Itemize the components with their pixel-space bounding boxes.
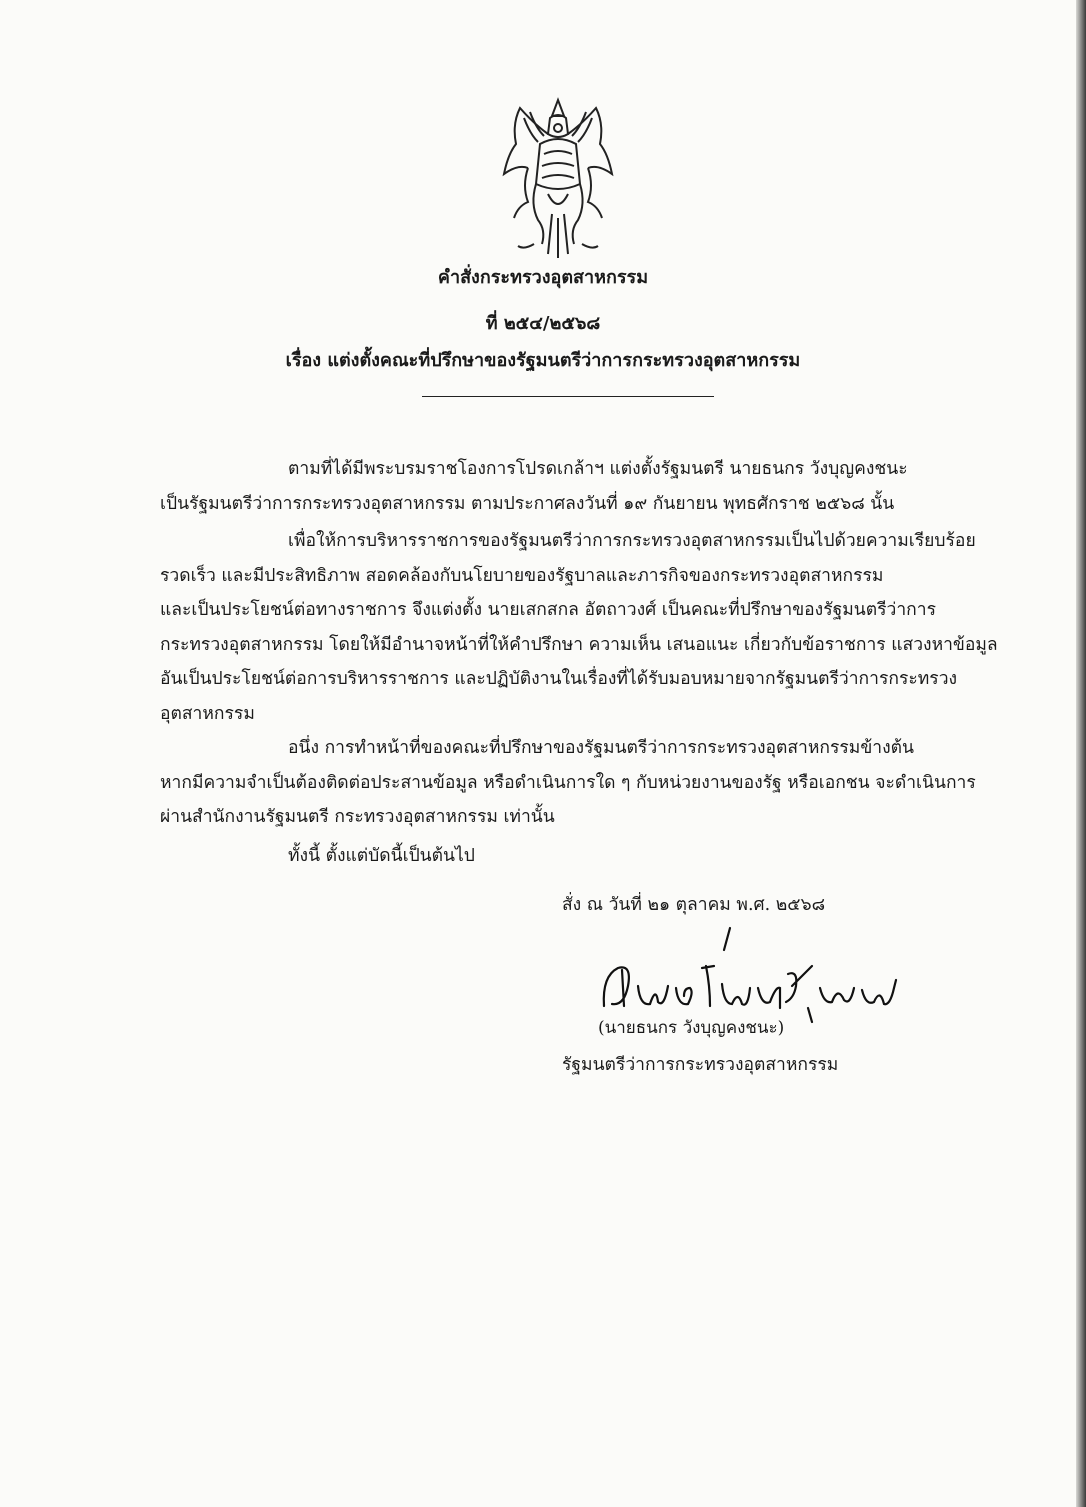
title-divider: [422, 396, 714, 397]
garuda-emblem-icon: [494, 94, 622, 262]
paragraph-line: ทั้งนี้ ตั้งแต่บัดนี้เป็นต้นไป: [288, 846, 475, 866]
signatory-position: รัฐมนตรีว่าการกระทรวงอุตสาหกรรม: [562, 1055, 839, 1075]
paragraph-line: อุตสาหกรรม: [160, 703, 255, 724]
paragraph-line: เป็นรัฐมนตรีว่าการกระทรวงอุตสาหกรรม ตามประกาศลงวันที่ ๑๙ กันยายน พุทธศักราช ๒๕๖๘ นั้น: [160, 493, 895, 514]
paragraph-line: ตามที่ได้มีพระบรมราชโองการโปรดเกล้าฯ แต่งตั้งรัฐมนตรี นายธนกร วังบุญคงชนะ: [288, 459, 908, 479]
scan-edge-shadow: [1076, 0, 1086, 1507]
paragraph-3: [160, 731, 980, 835]
paragraph-line: รวดเร็ว และมีประสิทธิภาพ สอดคล้องกับนโยบายของรัฐบาลและภารกิจของกระทรวงอุตสาหกรรม: [160, 565, 884, 586]
paragraph-2: [160, 524, 998, 731]
handwritten-signature-icon: [598, 926, 908, 1026]
paragraph-line: เพื่อให้การบริหารราชการของรัฐมนตรีว่าการกระทรวงอุตสาหกรรมเป็นไปด้วยความเรียบร้อย: [288, 531, 976, 551]
document-title: คำสั่งกระทรวงอุตสาหกรรม: [437, 267, 649, 288]
paragraph-4: [160, 839, 980, 874]
signing-date: สั่ง ณ วันที่ ๒๑ ตุลาคม พ.ศ. ๒๕๖๘: [562, 895, 826, 915]
paragraph-line: กระทรวงอุตสาหกรรม โดยให้มีอำนาจหน้าที่ให้คำปรึกษา ความเห็น เสนอแนะ เกี่ยวกับข้อราชการ แสวงหาข้อมูล: [160, 634, 998, 655]
paragraph-line: ผ่านสำนักงานรัฐมนตรี กระทรวงอุตสาหกรรม เท่านั้น: [160, 807, 555, 827]
signatory-name: (นายธนกร วังบุญคงชนะ): [598, 1018, 785, 1038]
paragraph-1: [160, 452, 980, 521]
paragraph-line: และเป็นประโยชน์ต่อทางราชการ จึงแต่งตั้ง นายเสกสกล อัตถาวงศ์ เป็นคณะที่ปรึกษาของรัฐมนตรีว่าการ: [160, 600, 936, 620]
paragraph-line: อนึ่ง การทำหน้าที่ของคณะที่ปรึกษาของรัฐมนตรีว่าการกระทรวงอุตสาหกรรมข้างต้น: [288, 738, 915, 758]
order-subject: เรื่อง แต่งตั้งคณะที่ปรึกษาของรัฐมนตรีว่าการกระทรวงอุตสาหกรรม: [285, 350, 801, 371]
paragraph-line: หากมีความจำเป็นต้องติดต่อประสานข้อมูล หรือดำเนินการใด ๆ กับหน่วยงานของรัฐ หรือเอกชน จะดำเนินการ: [160, 772, 976, 793]
order-number: ที่ ๒๕๔/๒๕๖๘: [485, 313, 601, 334]
paragraph-line: อันเป็นประโยชน์ต่อการบริหารราชการ และปฏิบัติงานในเรื่องที่ได้รับมอบหมายจากรัฐมนตรีว่าการกระทรวง: [160, 669, 958, 689]
